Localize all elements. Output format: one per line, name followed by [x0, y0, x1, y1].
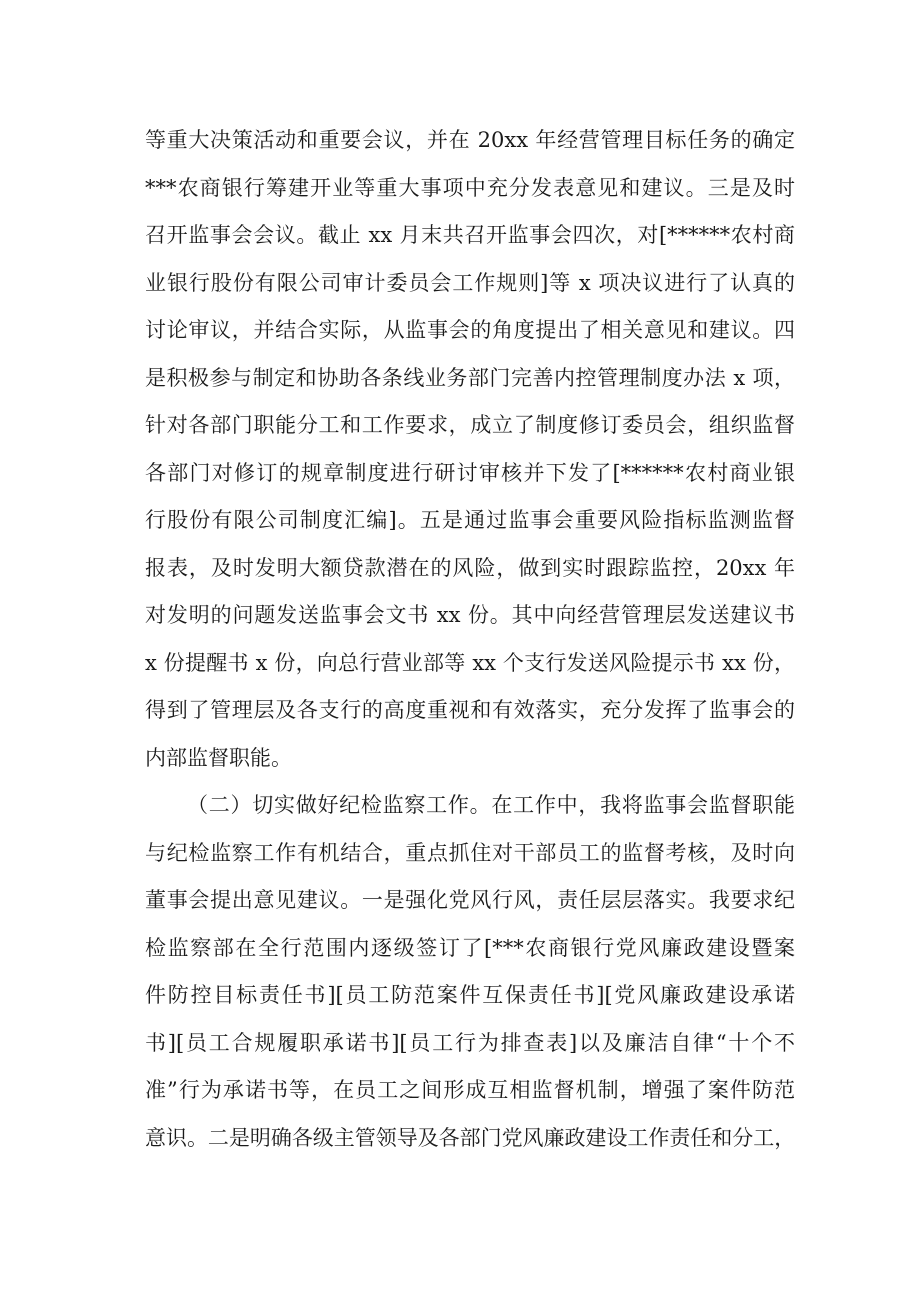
text-line: 召开监事会会议。截止 xx 月末共召开监事会四次，对[******农村商: [145, 223, 795, 247]
text-line: 与纪检监察工作有机结合，重点抓住对干部员工的监督考核，及时向: [145, 840, 795, 865]
text-line: 准”行为承诺书等，在员工之间形成互相监督机制，增强了案件防范: [145, 1078, 795, 1102]
text-line: 行股份有限公司制度汇编]。五是通过监事会重要风险指标监测监督: [145, 508, 795, 532]
body-text: [145, 117, 795, 1162]
text-line: （二）切实做好纪检监察工作。在工作中，我将监事会监督职能: [187, 793, 795, 817]
text-line: 对发明的问题发送监事会文书 xx 份。其中向经营管理层发送建议书: [145, 603, 795, 627]
text-line: 董事会提出意见建议。一是强化党风行风，责任层层落实。我要求纪: [145, 888, 795, 912]
text-line: 检监察部在全行范围内逐级签订了[***农商银行党风廉政建设暨案: [145, 935, 795, 960]
text-line: x 份提醒书 x 份，向总行营业部等 xx 个支行发送风险提示书 xx 份，: [145, 650, 795, 675]
text-line: 等重大决策活动和重要会议，并在 20xx 年经营管理目标任务的确定: [145, 128, 795, 152]
text-line: 书][员工合规履职承诺书][员工行为排查表]以及廉洁自律“十个不: [145, 1030, 795, 1055]
text-line: 讨论审议，并结合实际，从监事会的角度提出了相关意见和建议。四: [145, 318, 795, 342]
text-line: 各部门对修订的规章制度进行研讨审核并下发了[******农村商业银: [145, 460, 795, 485]
text-line: 针对各部门职能分工和工作要求，成立了制度修订委员会，组织监督: [145, 413, 795, 437]
text-line: 是积极参与制定和协助各条线业务部门完善内控管理制度办法 x 项，: [145, 365, 795, 390]
text-line: 件防控目标责任书][员工防范案件互保责任书][党风廉政建设承诺: [145, 983, 795, 1007]
text-line: 报表，及时发明大额贷款潜在的风险，做到实时跟踪监控，20xx 年: [145, 555, 795, 580]
text-line: 得到了管理层及各支行的高度重视和有效落实，充分发挥了监事会的: [145, 698, 795, 722]
text-line: 业银行股份有限公司审计委员会工作规则]等 x 项决议进行了认真的: [145, 270, 795, 295]
text-line: 意识。二是明确各级主管领导及各部门党风廉政建设工作责任和分工，: [145, 1125, 795, 1150]
text-line: ***农商银行筹建开业等重大事项中充分发表意见和建议。三是及时: [145, 175, 795, 200]
text-line: 内部监督职能。: [145, 745, 292, 770]
